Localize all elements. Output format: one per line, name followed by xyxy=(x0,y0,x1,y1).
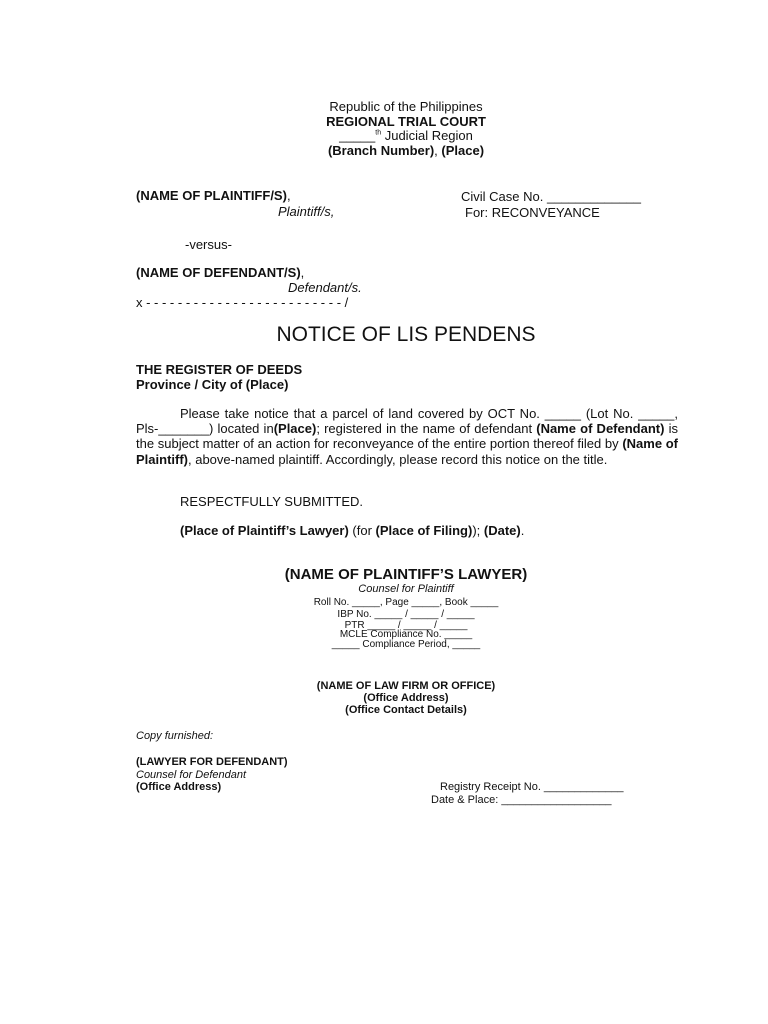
compliance-period: _____ Compliance Period, _____ xyxy=(331,639,481,650)
end-period: . xyxy=(520,523,525,538)
notice-paragraph xyxy=(136,406,678,467)
addressee-location: Province / City of (Place) xyxy=(136,377,289,392)
ptr-number: PTR _____ / _____ / _____ xyxy=(344,620,468,631)
close-text: ); xyxy=(472,523,484,538)
region-label: Judicial Region xyxy=(381,128,473,143)
plaintiff-name-text: (NAME OF PLAINTIFF/S) xyxy=(136,188,287,203)
notice-text-1: Please take notice that a parcel of land covered by OCT No. _____ (Lot No. _____, Pls-_______) located in xyxy=(136,406,678,437)
place-date-paragraph xyxy=(136,523,678,538)
notice-place: (Place) xyxy=(273,421,317,437)
notice-text-2: ; registered in the name of defendant xyxy=(316,421,537,437)
branch-number: (Branch Number) xyxy=(327,143,435,158)
notice-plaintiff: (Name of Plaintiff) xyxy=(136,436,678,467)
copy-furnished-label: Copy furnished: xyxy=(136,730,214,742)
branch-place: (Place) xyxy=(441,143,485,158)
header-republic: Republic of the Philippines xyxy=(329,99,483,114)
law-firm-name: (NAME OF LAW FIRM OR OFFICE) xyxy=(316,680,496,692)
branch-separator: , xyxy=(434,143,442,158)
versus-label: -versus- xyxy=(185,237,232,252)
document-title: NOTICE OF LIS PENDENS xyxy=(276,323,536,346)
caption-rule: x - - - - - - - - - - - - - - - - - - - - - - - - - / xyxy=(136,295,349,310)
mcle-number: MCLE Compliance No. _____ xyxy=(339,629,473,640)
civil-case-number: Civil Case No. _____________ xyxy=(461,189,641,204)
date-and-place: Date & Place: __________________ xyxy=(431,794,612,806)
ibp-number: IBP No. _____ / _____ / _____ xyxy=(337,609,475,620)
office-contact: (Office Contact Details) xyxy=(345,704,467,716)
roll-number: Roll No. _____, Page _____, Book _____ xyxy=(313,597,499,608)
place-of-lawyer: (Place of Plaintiff’s Lawyer) xyxy=(180,523,349,538)
header-court: REGIONAL TRIAL COURT xyxy=(326,114,486,129)
plaintiff-name xyxy=(136,188,291,203)
filing-date: (Date) xyxy=(483,523,521,538)
notice-text-4: , above-named plaintiff. Accordingly, please record this notice on the title. xyxy=(188,451,608,467)
header-region xyxy=(0,128,768,143)
defendant-office-address: (Office Address) xyxy=(136,781,222,793)
defendant-role: Defendant/s. xyxy=(288,280,362,295)
counsel-role: Counsel for Plaintiff xyxy=(358,583,454,595)
defendant-counsel-role: Counsel for Defendant xyxy=(136,769,247,781)
plaintiff-lawyer-name: (NAME OF PLAINTIFF’S LAWYER) xyxy=(284,566,528,583)
notice-defendant: (Name of Defendant) xyxy=(536,421,665,437)
case-nature: For: RECONVEYANCE xyxy=(465,205,600,220)
defendant-lawyer: (LAWYER FOR DEFENDANT) xyxy=(136,756,288,768)
office-address: (Office Address) xyxy=(363,692,449,704)
plaintiff-comma: , xyxy=(286,188,291,203)
addressee-office: THE REGISTER OF DEEDS xyxy=(136,362,303,377)
notice-text-3: is the subject matter of an action for reconveyance of the entire portion thereof filed by xyxy=(136,421,678,452)
place-of-filing: (Place of Filing) xyxy=(375,523,473,538)
respectfully-submitted: RESPECTFULLY SUBMITTED. xyxy=(180,494,363,509)
for-text: (for xyxy=(348,523,376,538)
region-suffix: th xyxy=(375,129,382,137)
plaintiff-role: Plaintiff/s, xyxy=(278,204,335,219)
defendant-name xyxy=(136,265,304,280)
registry-receipt: Registry Receipt No. _____________ xyxy=(440,781,624,793)
region-blank: _____ xyxy=(339,128,376,143)
defendant-name-text: (NAME OF DEFENDANT/S) xyxy=(136,265,301,280)
defendant-comma: , xyxy=(300,265,305,280)
header-branch xyxy=(0,143,768,158)
